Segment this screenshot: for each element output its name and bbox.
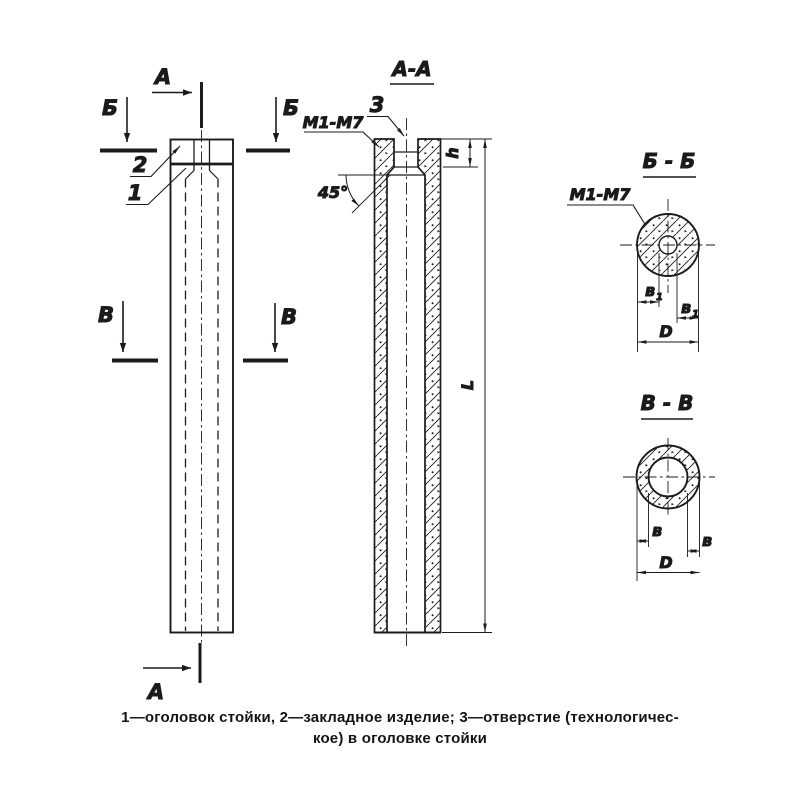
front-view	[98, 65, 299, 704]
figure-caption-line1: 1—оголовок стойки, 2—закладное изделие; 3—отверстие (технологичес-	[121, 709, 679, 726]
aa-dim-L-label: L	[458, 379, 477, 391]
aa-angle-label: 45°	[317, 183, 349, 202]
callout-1-label: 1	[127, 181, 143, 205]
vv-dim-b-right-label: в	[701, 531, 713, 550]
callout-2-label: 2	[132, 153, 148, 177]
section-vv-view	[623, 391, 715, 581]
section-b-right-label: Б	[282, 96, 300, 120]
section-b-left-label: Б	[101, 96, 119, 120]
section-bb-title: Б - Б	[642, 149, 696, 173]
aa-left-wall	[375, 139, 395, 633]
bb-dim-b1-left-label: в	[645, 281, 656, 300]
bb-embed-label: М1-М7	[569, 185, 631, 204]
bb-dim-b1-right-label: в	[681, 298, 692, 317]
section-vv-title: В - В	[640, 391, 694, 415]
figure-caption-line2: кое) в оголовке стойки	[312, 730, 488, 747]
section-aa-view	[303, 57, 492, 648]
callout-3-label: 3	[369, 93, 385, 117]
section-a-top-label: А	[154, 65, 172, 89]
aa-dim-h-label: h	[443, 147, 462, 159]
bb-dim-b1-left-sub: 1	[656, 292, 663, 303]
section-aa-title: А-А	[392, 57, 432, 81]
aa-embed-label: М1-М7	[302, 113, 364, 132]
section-v-right-label: В	[280, 305, 298, 329]
bb-dim-D-label: D	[659, 322, 673, 341]
section-a-bottom-label: А	[147, 680, 165, 704]
section-bb-view	[567, 149, 715, 352]
post-outline	[171, 140, 234, 633]
section-v-left-label: В	[97, 303, 115, 327]
aa-right-wall	[418, 139, 441, 633]
bb-embed-leader	[567, 205, 646, 226]
callout-3-leader	[367, 117, 404, 137]
vv-dim-D-label: D	[659, 553, 673, 572]
bb-dim-b1-right-sub: 1	[692, 309, 699, 320]
aa-embed-leader	[304, 132, 379, 147]
figure-caption	[85, 707, 715, 749]
vv-dim-b-left-label: в	[651, 521, 663, 540]
